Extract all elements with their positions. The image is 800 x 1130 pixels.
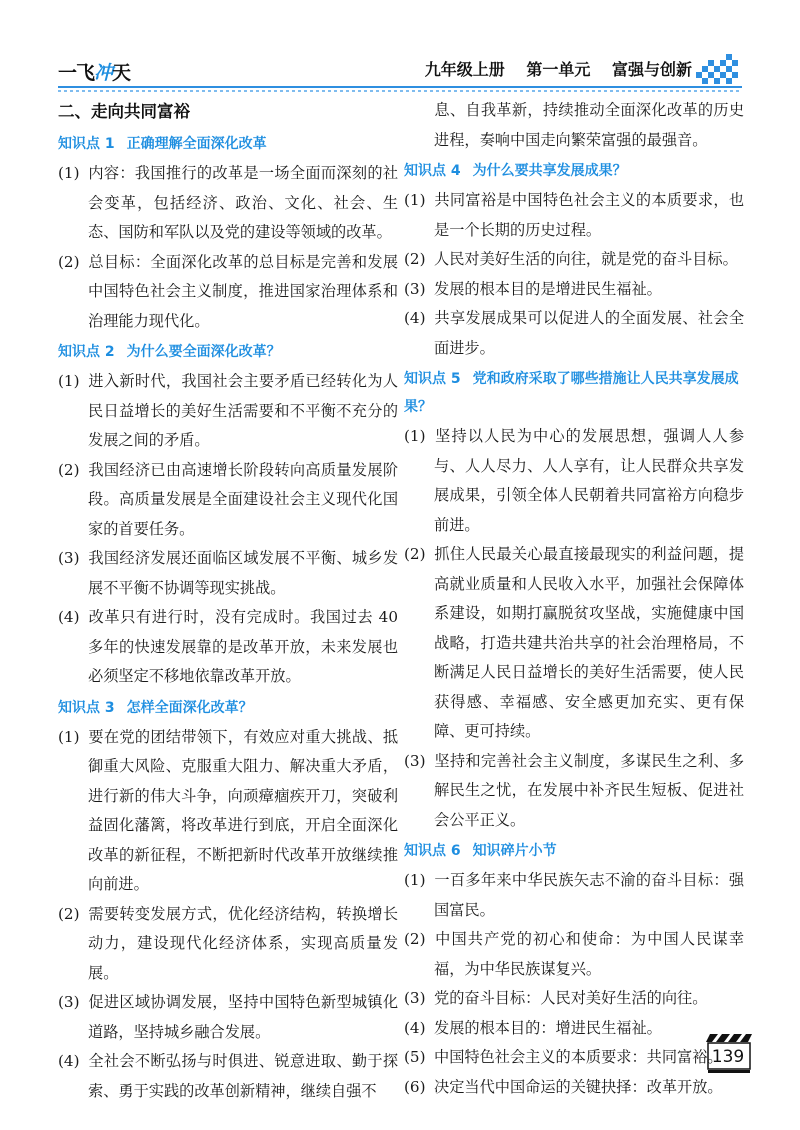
list-item: (3) 党的奋斗目标：人民对美好生活的向往。: [404, 989, 708, 1007]
header-info: [409, 57, 692, 80]
continued-text: 息、自我革新，持续推动全面深化改革的历史进程，奏响中国走向繁荣富强的最强音。: [434, 101, 744, 149]
list-item: (3) 坚持和完善社会主义制度，多谋民生之利、多解民生之忧，在发展中补齐民生短板、促进社会公平正义。: [404, 751, 744, 829]
knowledge-point-4-heading: 知识点 4 为什么要共享发展成果？: [404, 163, 627, 179]
header-dotted-rule: [58, 90, 742, 92]
brand-text-left: 一飞: [58, 62, 95, 84]
knowledge-point-2-heading: 知识点 2 为什么要全面深化改革？: [58, 344, 281, 360]
list-item: (2) 我国经济已由高速增长阶段转向高质量发展阶段。高质量发展是全面建设社会主义现代化国家的首要任务。: [58, 460, 398, 538]
list-item: (1) 内容：我国推行的改革是一场全面而深刻的社会变革，包括经济、政治、文化、社会、生态、国防和军队以及党的建设等领域的改革。: [58, 164, 398, 241]
knowledge-point-3-heading: 知识点 3 怎样全面深化改革？: [58, 699, 253, 716]
list-item: (4) 发展的根本目的：增进民生福祉。: [404, 1018, 662, 1037]
header-grade: 九年级上册: [424, 60, 505, 79]
knowledge-point-6-heading: 知识点 6 知识碎片小节: [404, 843, 557, 859]
checker-decoration-icon: [696, 54, 740, 84]
list-item: (6) 决定当代中国命运的关键抉择：改革开放。: [404, 1077, 723, 1096]
brand-text-right: 天: [112, 62, 131, 84]
list-item: (2) 总目标：全面深化改革的总目标是完善和发展中国特色社会主义制度，推进国家治理体系和治理能力现代化。: [58, 252, 398, 330]
page-number: 139: [711, 1047, 745, 1067]
section-title: 二、走向共同富裕: [58, 102, 190, 121]
right-column: [404, 96, 744, 1102]
brand-text-mid: 冲: [94, 62, 113, 84]
list-item: (2) 中国共产党的初心和使命：为中国人民谋幸福，为中华民族谋复兴。: [404, 930, 744, 978]
left-column: [58, 96, 398, 1106]
header-unit-title: 富强与创新: [611, 60, 692, 79]
list-item: (2) 抓住人民最关心最直接最现实的利益问题，提高就业质量和人民收入水平，加强社会保障体系建设，如期打赢脱贫攻坚战，实施健康中国战略，打造共建共治共享的社会治理格局，不断满足人民日益增长的美好生活需要，使人民获得感、幸福感、安全感更加充实、更有保障、更可持续。: [404, 545, 744, 740]
list-item: (1) 共同富裕是中国特色社会主义的本质要求，也是一个长期的历史过程。: [404, 191, 744, 239]
list-item: (5) 中国特色社会主义的本质要求：共同富裕。: [404, 1048, 723, 1066]
knowledge-point-5-heading: 知识点 5 党和政府采取了哪些措施让人民共享发展成果？: [404, 371, 739, 415]
list-item: (4) 全社会不断弘扬与时俱进、锐意进取、勤于探索、勇于实践的改革创新精神，继续自强不: [58, 1052, 398, 1100]
list-item: (1) 坚持以人民为中心的发展思想，强调人人参与、人人尽力、人人享有，让人民群众共享发展成果，引领全体人民朝着共同富裕方向稳步前进。: [404, 427, 744, 534]
list-item: (1) 进入新时代，我国社会主要矛盾已经转化为人民日益增长的美好生活需要和不平衡不充分的发展之间的矛盾。: [58, 372, 398, 449]
list-item: (1) 要在党的团结带领下，有效应对重大挑战、抵御重大风险、克服重大阻力、解决重大矛盾，进行新的伟大斗争，向顽瘴痼疾开刀，突破利益固化藩篱，将改革进行到底，开启全面深化改革的新征程，不断把新时代改革开放继续推向前进。: [58, 727, 398, 893]
list-item: (3) 发展的根本目的是增进民生福祉。: [404, 279, 662, 298]
page-header: [0, 0, 800, 95]
list-item: (3) 促进区域协调发展，坚持中国特色新型城镇化道路，坚持城乡融合发展。: [58, 993, 398, 1041]
header-unit: 第一单元: [526, 60, 591, 79]
brand-logo: [58, 58, 130, 85]
knowledge-point-1-heading: 知识点 1 正确理解全面深化改革: [58, 136, 267, 152]
list-item: (4) 共享发展成果可以促进人的全面发展、社会全面进步。: [404, 309, 744, 357]
list-item: (3) 我国经济发展还面临区域发展不平衡、城乡发展不平衡不协调等现实挑战。: [58, 549, 398, 597]
list-item: (1) 一百多年来中华民族矢志不渝的奋斗目标：强国富民。: [404, 871, 744, 919]
list-item: (2) 需要转变发展方式，优化经济结构，转换增长动力，建设现代化经济体系，实现高质量发展。: [58, 904, 398, 982]
header-rule: [58, 86, 742, 88]
list-item: (2) 人民对美好生活的向往，就是党的奋斗目标。: [404, 250, 738, 268]
list-item: (4) 改革只有进行时，没有完成时。我国过去 40 多年的快速发展靠的是改革开放，未来发展也必须坚定不移地依靠改革开放。: [58, 608, 398, 685]
